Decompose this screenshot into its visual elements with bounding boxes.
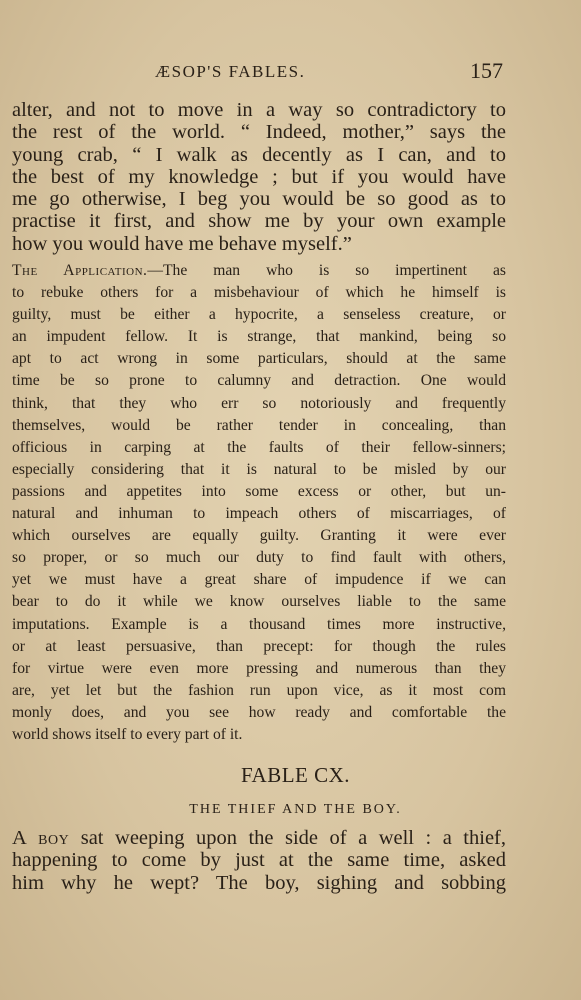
text-line: an impudent fellow. It is strange, that mankind, being so <box>12 328 506 346</box>
paragraph-continuation <box>12 99 506 255</box>
text-line: to rebuke others for a misbehaviour of which he himself is <box>12 284 506 302</box>
running-head <box>0 58 581 88</box>
text-line: or at least persuasive, than precept: for though the rules <box>12 637 506 655</box>
fable-number-heading: FABLE CX. <box>240 763 351 787</box>
lead-words: A boy <box>12 827 70 849</box>
text-line: for virtue were even more pressing and numerous than they <box>12 659 506 677</box>
application-label: The Application. <box>12 262 148 279</box>
text-line <box>12 827 506 849</box>
page-number: 157 <box>470 58 503 83</box>
text-line: think, that they who err so notoriously and frequently <box>12 394 506 412</box>
text-line: natural and inhuman to impeach others of miscarriages, of <box>12 505 506 523</box>
text-line: yet we must have a great share of impudence if we can <box>12 571 506 589</box>
text-line: themselves, would be rather tender in concealing, than <box>12 416 506 434</box>
text-line: apt to act wrong in some particulars, should at the same <box>12 350 506 368</box>
text-line: passions and appetites into some excess or other, but un- <box>12 482 506 500</box>
text-line: the best of my knowledge ; but if you would have <box>12 165 506 188</box>
fable-opening-paragraph <box>12 827 506 894</box>
text-line: guilty, must be either a hypocrite, a senseless creature, or <box>12 306 506 324</box>
text-line: which ourselves are equally guilty. Granting it were ever <box>12 527 506 545</box>
text-line: bear to do it while we know ourselves liable to the same <box>12 593 506 611</box>
text-line: world shows itself to every part of it. <box>12 725 243 743</box>
application-paragraph <box>12 260 506 746</box>
text-line: time be so prone to calumny and detraction. One would <box>12 372 506 390</box>
text-line: him why he wept? The boy, sighing and sobbing <box>12 871 506 894</box>
fable-title-heading: THE THIEF AND THE BOY. <box>189 802 402 817</box>
text-line: officious in carping at the faults of their fellow-sinners; <box>12 438 506 456</box>
text-line: monly does, and you see how ready and comfortable the <box>12 703 506 721</box>
text-line: me go otherwise, I beg you would be so good as to <box>12 188 506 211</box>
text-line: alter, and not to move in a way so contradictory to <box>12 99 506 121</box>
text-line: how you would have me behave myself.” <box>12 232 352 255</box>
text-line: young crab, “ I walk as decently as I can, and to <box>12 143 506 166</box>
text-line: the rest of the world. “ Indeed, mother,” says the <box>12 121 506 144</box>
text-line: imputations. Example is a thousand times more instructive, <box>12 615 506 633</box>
text-line: are, yet let but the fashion run upon vice, as it most com <box>12 681 506 699</box>
text-line <box>12 260 506 282</box>
text-line: happening to come by just at the same time, asked <box>12 849 506 872</box>
text-line: practise it first, and show me by your own example <box>12 210 506 233</box>
first-line-rest: sat weeping upon the side of a well : a thief, <box>69 827 506 849</box>
application-first-line: —The man who is so impertinent as <box>147 262 506 279</box>
text-line: especially considering that it is natural to be misled by our <box>12 460 506 478</box>
text-line: so proper, or so much our duty to find fault with others, <box>12 549 506 567</box>
running-title: ÆSOP'S FABLES. <box>155 62 306 81</box>
